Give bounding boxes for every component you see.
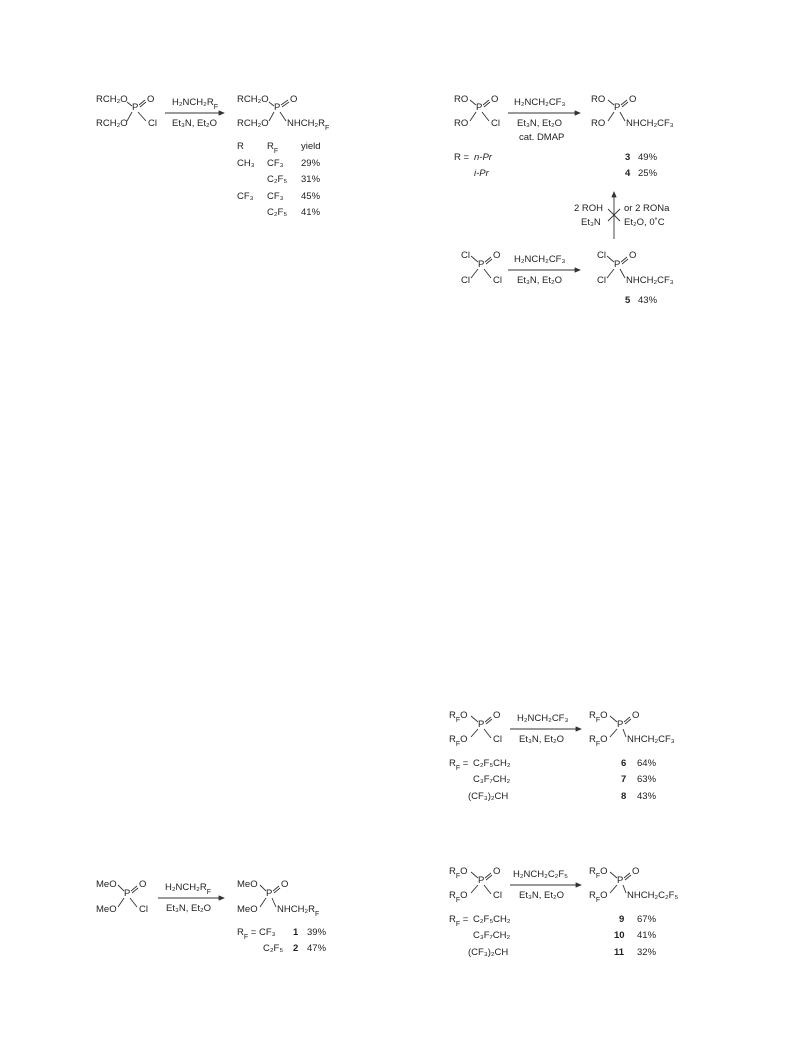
double-bond	[622, 259, 628, 264]
phosphorus-atom: P	[124, 888, 131, 899]
double-bond	[622, 102, 628, 107]
product-top-group: $R_FO$	[589, 710, 608, 724]
scheme-e-arrow	[510, 869, 581, 901]
scheme-c-arrow	[510, 713, 581, 745]
scheme-a-table	[237, 141, 321, 218]
bond	[130, 898, 137, 907]
scheme-d-reactant	[96, 879, 148, 915]
table-cell-rf: CF₃	[267, 191, 284, 202]
bond	[471, 256, 478, 262]
reactant-top-group: RO	[454, 94, 469, 105]
phosphorus-atom: P	[478, 719, 485, 730]
double-bond	[624, 873, 630, 878]
bond	[607, 256, 614, 262]
amine-group: NHCH₂CF₃	[626, 118, 674, 129]
rf-label: $R_F = CF_3$	[237, 927, 276, 941]
table-cell-r: CF₃	[237, 191, 254, 202]
scheme-e-reactant	[449, 866, 502, 904]
reagent-top: $H_2NCH_2R_F$	[172, 97, 218, 111]
scheme-b-product	[591, 94, 674, 129]
reactant-bottom-group: RO	[454, 118, 469, 129]
bond	[623, 885, 626, 893]
reagent-top: H₂NCH₂CF₃	[514, 254, 566, 265]
bond	[608, 112, 614, 121]
double-bond	[274, 888, 280, 893]
rf-value: C₃F₇CH₂	[473, 774, 511, 785]
bond	[471, 729, 478, 737]
rf-value: (CF₃)₂CH	[468, 947, 509, 958]
scheme-b-reactant	[454, 94, 500, 129]
reactant-bottom-group: MeO	[96, 904, 117, 915]
compound-number: 11	[614, 947, 625, 958]
table-cell-rf: C₂F₅	[267, 174, 288, 185]
reagent-bottom: Et₃N, Et₂O	[517, 275, 563, 286]
reagent-bottom: Et₃N, Et₂O	[172, 118, 218, 129]
scheme-b-vertical-arrow	[574, 192, 670, 239]
scheme-a-reactant	[96, 94, 157, 129]
oxo-atom: O	[491, 94, 499, 105]
leaving-group: Cl	[493, 890, 502, 901]
vertical-reagent-left: Et₃N	[581, 217, 601, 228]
oxo-atom: O	[139, 879, 147, 890]
reagent-bottom: Et₃N, Et₂O	[166, 903, 212, 914]
table-cell-r: CH₃	[237, 158, 255, 169]
oxo-atom: O	[147, 94, 155, 105]
phosphorus-atom: P	[478, 259, 485, 270]
scheme-d-entries	[237, 927, 327, 954]
scheme-a-arrow	[165, 97, 224, 129]
bond	[269, 112, 274, 121]
scheme-a	[96, 94, 329, 218]
bond	[470, 112, 476, 121]
reactant-bottom-group: RCH₂O	[96, 118, 128, 129]
compound-number: 4	[625, 168, 631, 179]
bond	[482, 112, 489, 121]
header-yield: yield	[301, 141, 321, 152]
reactant-bottom-group: $R_FO$	[449, 734, 468, 748]
bond	[484, 269, 491, 278]
bond	[272, 898, 276, 907]
phosphorus-atom: P	[274, 102, 281, 113]
table-cell-yield: 41%	[301, 207, 321, 218]
bond	[471, 872, 478, 878]
rf-value: (CF₃)₂CH	[468, 791, 509, 802]
rf-value: C₂F₅	[263, 943, 284, 954]
header-rf: $R_F$	[267, 141, 279, 155]
scheme-d	[96, 879, 327, 954]
rf-value: C₃F₇CH₂	[473, 930, 511, 941]
double-bond	[140, 102, 146, 107]
double-bond	[624, 717, 630, 722]
scheme-b-entries	[454, 152, 658, 179]
bond	[127, 112, 132, 121]
double-bond	[484, 102, 490, 107]
oxo-atom: O	[632, 866, 640, 877]
amine-group: $NHCH_2R_F$	[277, 904, 320, 918]
bond	[620, 269, 625, 278]
phosphorus-atom: P	[617, 875, 624, 886]
rf-label: $R_F$ =	[449, 758, 469, 772]
product-top-group: RCH₂O	[237, 94, 269, 105]
product-bottom-group: $R_FO$	[589, 734, 608, 748]
bond	[471, 269, 478, 278]
phosphorus-atom: P	[476, 102, 483, 113]
oxo-atom: O	[493, 866, 501, 877]
product-bottom-group: RO	[591, 118, 606, 129]
compound-number: 1	[293, 927, 299, 938]
amine-group: NHCH₂C₂F₅	[627, 890, 679, 901]
product-bottom-group: MeO	[237, 904, 258, 915]
reagent-top: H₂NCH₂CF₃	[517, 713, 569, 724]
bond	[484, 885, 491, 894]
phosphorus-atom: P	[617, 719, 624, 730]
yield: 47%	[307, 943, 327, 954]
yield: 67%	[637, 914, 657, 925]
bond	[610, 716, 617, 722]
product-top-group: Cl	[597, 250, 606, 261]
amine-group: NHCH₂CF₃	[627, 734, 675, 745]
table-cell-yield: 29%	[301, 158, 321, 169]
yield: 32%	[637, 947, 657, 958]
bond	[610, 885, 617, 893]
double-bond	[486, 875, 492, 880]
vertical-reagent-right: or 2 RONa	[624, 203, 670, 214]
reactant-bottom-group: Cl	[461, 275, 470, 286]
rf-value: C₂F₅CH₂	[473, 914, 511, 925]
scheme-c	[449, 710, 675, 802]
leaving-group: Cl	[493, 275, 502, 286]
scheme-c-product	[589, 710, 675, 748]
oxo-atom: O	[629, 94, 637, 105]
yield: 63%	[637, 774, 657, 785]
double-bond	[131, 886, 137, 891]
scheme-b-product-2	[597, 250, 674, 306]
double-bond	[485, 717, 491, 722]
rf-label: $R_F$ =	[449, 914, 469, 928]
oxo-atom: O	[632, 710, 640, 721]
scheme-b-arrow	[508, 97, 580, 143]
yield: 41%	[637, 930, 657, 941]
table-cell-yield: 45%	[301, 191, 321, 202]
leaving-group: Cl	[491, 118, 500, 129]
scheme-e	[449, 866, 678, 958]
scheme-d-arrow	[158, 882, 224, 914]
bond	[623, 729, 626, 737]
reactant-top-group: MeO	[96, 879, 117, 890]
yield: 39%	[307, 927, 327, 938]
product-top-group: MeO	[237, 879, 258, 890]
table-cell-rf: CF₃	[267, 158, 284, 169]
reagent-top: $H_2NCH_2R_F$	[165, 882, 211, 896]
product-top-group: $R_FO$	[589, 866, 608, 880]
scheme-b-reactant-2	[461, 250, 502, 286]
double-bond	[621, 100, 627, 105]
compound-number: 8	[621, 791, 627, 802]
bond	[118, 898, 124, 907]
scheme-a-product	[237, 94, 329, 132]
product-bottom-group: Cl	[597, 275, 606, 286]
reactant-bottom-group: $R_FO$	[449, 890, 468, 904]
reactant-top-group: RCH₂O	[96, 94, 128, 105]
yield: 25%	[638, 168, 658, 179]
double-bond	[485, 873, 491, 878]
oxo-atom: O	[493, 250, 501, 261]
reagent-catalyst: cat. DMAP	[519, 132, 565, 143]
double-bond	[621, 257, 627, 262]
r-label: R =	[454, 152, 470, 163]
bond	[138, 112, 146, 121]
bond	[471, 716, 478, 722]
table-cell-rf: C₂F₅	[267, 207, 288, 218]
double-bond	[282, 102, 289, 107]
phosphorus-atom: P	[266, 888, 273, 899]
product-bottom-group: RCH₂O	[237, 118, 269, 129]
double-bond	[486, 259, 492, 264]
vertical-reagent-right: Et₂O, 0˚C	[624, 217, 665, 228]
compound-number: 6	[621, 758, 627, 769]
double-bond	[486, 719, 492, 724]
reagent-top: H₂NCH₂CF₃	[514, 97, 566, 108]
phosphorus-atom: P	[132, 102, 139, 113]
phosphorus-atom: P	[614, 102, 621, 113]
bond	[484, 729, 491, 738]
bond	[607, 269, 614, 278]
bond	[280, 112, 286, 121]
compound-number: 2	[293, 943, 299, 954]
reactant-top-group: $R_FO$	[449, 710, 468, 724]
amine-group: NHCH₂CF₃	[626, 275, 674, 286]
reagent-bottom: Et₃N, Et₂O	[517, 118, 563, 129]
compound-number: 10	[614, 930, 625, 941]
product-bottom-group: $R_FO$	[589, 890, 608, 904]
scheme-c-entries	[449, 758, 657, 802]
double-bond	[281, 100, 288, 105]
scheme-e-product	[589, 866, 678, 904]
oxo-atom: O	[629, 250, 637, 261]
scheme-d-product	[237, 879, 319, 918]
oxo-atom: O	[281, 879, 289, 890]
yield: 49%	[638, 152, 658, 163]
oxo-atom: O	[290, 94, 298, 105]
reagent-bottom: Et₃N, Et₂O	[519, 890, 565, 901]
scheme-b-arrow-2	[508, 254, 580, 286]
reactant-top-group: Cl	[461, 250, 470, 261]
reagent-top: H₂NCH₂C₂F₅	[513, 869, 568, 880]
yield: 64%	[637, 758, 657, 769]
bond	[260, 898, 266, 907]
bond	[620, 112, 625, 121]
phosphorus-atom: P	[614, 259, 621, 270]
yield: 43%	[637, 791, 657, 802]
leaving-group: Cl	[148, 118, 157, 129]
bond	[610, 729, 617, 737]
r-value: i-Pr	[474, 168, 489, 179]
header-r: R	[237, 141, 244, 152]
yield: 43%	[638, 295, 658, 306]
double-bond	[139, 100, 145, 105]
product-top-group: RO	[591, 94, 606, 105]
scheme-e-entries	[449, 914, 657, 958]
bond	[610, 872, 617, 878]
double-bond	[483, 100, 489, 105]
phosphorus-atom: P	[478, 875, 485, 886]
scheme-b	[454, 94, 674, 306]
reactant-top-group: $R_FO$	[449, 866, 468, 880]
double-bond	[273, 886, 279, 891]
oxo-atom: O	[493, 710, 501, 721]
scheme-c-reactant	[449, 710, 502, 748]
bond	[471, 885, 478, 893]
rf-value: C₂F₅CH₂	[473, 758, 511, 769]
leaving-group: Cl	[493, 734, 502, 745]
double-bond	[625, 719, 631, 724]
leaving-group: Cl	[139, 904, 148, 915]
compound-number: 9	[619, 914, 625, 925]
compound-number: 5	[625, 295, 631, 306]
compound-number: 3	[625, 152, 631, 163]
double-bond	[625, 875, 631, 880]
vertical-reagent-left: 2 ROH	[574, 203, 604, 214]
amine-group: $NHCH_2R_F$	[287, 118, 330, 132]
r-value: n-Pr	[474, 152, 492, 163]
compound-number: 7	[621, 774, 627, 785]
table-cell-yield: 31%	[301, 174, 321, 185]
double-bond	[485, 257, 491, 262]
reagent-bottom: Et₃N, Et₂O	[519, 734, 565, 745]
double-bond	[132, 888, 138, 893]
